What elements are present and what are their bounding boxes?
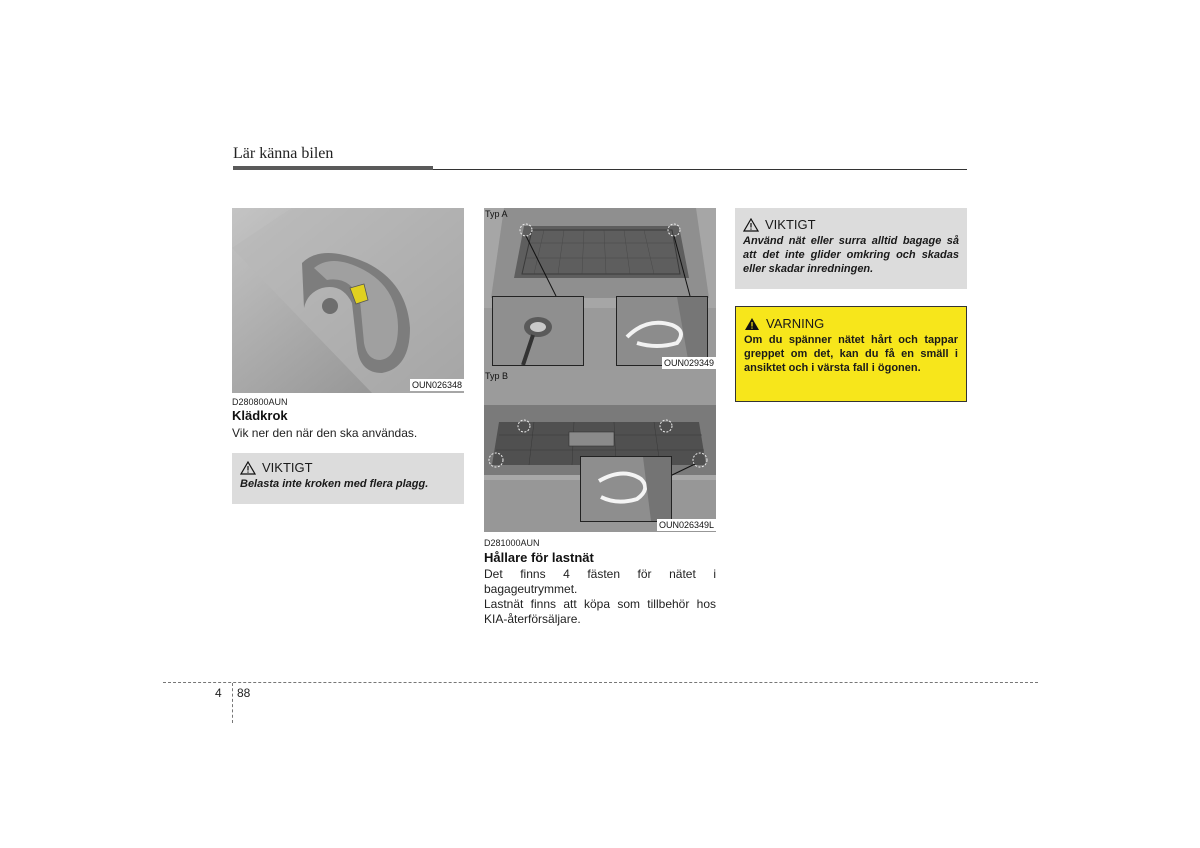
cargo-net-type-a-image: [484, 208, 716, 370]
warning-triangle-icon: [240, 461, 256, 475]
hook-detail-right: [617, 297, 707, 365]
warning-triangle-icon: [744, 317, 760, 331]
notice-heading: VARNING: [766, 316, 825, 331]
notice-heading: VIKTIGT: [765, 217, 816, 232]
section-text: Vik ner den när den ska användas.: [232, 426, 418, 440]
important-notice: [735, 208, 967, 289]
coat-hook-illustration: [232, 208, 464, 393]
type-a-label: Typ A: [485, 209, 508, 219]
type-b-label: Typ B: [485, 371, 509, 381]
type-b-inset: [580, 456, 672, 522]
figure-code: OUN029349: [663, 358, 714, 368]
footer-divider: [232, 683, 233, 723]
hook-detail-left: [493, 297, 583, 365]
figure-code: OUN026349L: [658, 520, 714, 530]
section-title: Klädkrok: [232, 408, 288, 423]
coat-hook-image: [232, 208, 464, 393]
section-code: D281000AUN: [484, 538, 540, 548]
notice-body: Om du spänner nätet hårt och tappar greppet om det, kan du få en smäll i ansiktet och i värsta fall i ögonen.: [744, 334, 958, 374]
figure-code: OUN026348: [411, 380, 462, 390]
header-rule: [433, 169, 967, 170]
section-paragraph: Det finns 4 fästen för nätet i bagageutrymmet.: [484, 567, 716, 596]
notice-body: Använd nät eller surra alltid bagage så att det inte glider omkring och skadas eller skadar inredningen.: [743, 235, 959, 275]
type-a-inset-right: [616, 296, 708, 366]
section-title: Hållare för lastnät: [484, 550, 594, 565]
page-number: 88: [237, 686, 251, 700]
hook-detail-b: [581, 457, 671, 521]
header-bar: [233, 166, 433, 170]
notice-heading: VIKTIGT: [262, 460, 313, 475]
important-notice: [232, 453, 464, 504]
section-code: D280800AUN: [232, 397, 288, 407]
warning-triangle-icon: [743, 218, 759, 232]
section-paragraph: Lastnät finns att köpa som tillbehör hos KIA-återförsäljare.: [484, 597, 716, 626]
cargo-net-type-b-image: [484, 370, 716, 532]
chapter-title: Lär känna bilen: [233, 145, 334, 162]
warning-notice: [735, 306, 967, 402]
footer-rule: [163, 682, 1038, 683]
chapter-number: 4: [215, 686, 222, 700]
notice-body: Belasta inte kroken med flera plagg.: [240, 478, 429, 490]
type-a-inset-left: [492, 296, 584, 366]
